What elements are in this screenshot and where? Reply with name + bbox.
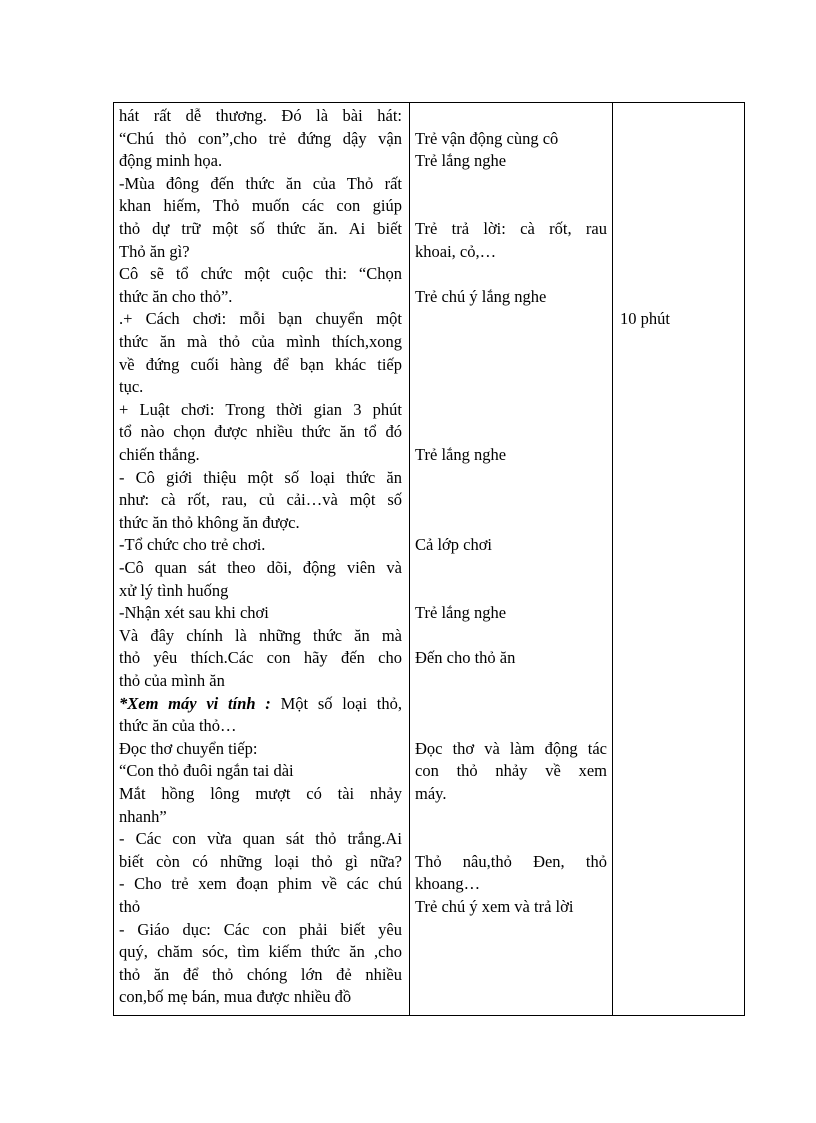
activity-text: về đứng cuối hàng để bạn khác tiếp (119, 354, 402, 374)
column-divider-2 (612, 103, 613, 1015)
activity-text: -Mùa đông đến thức ăn của Thỏ rất (119, 173, 402, 193)
activity-text: Mắt hồng lông mượt có tài nhảy (119, 784, 402, 803)
activity-text: nhanh” (119, 806, 167, 826)
activity-text: thức ăn của thỏ… (119, 716, 237, 736)
activity-text: Và đây chính là những thức ăn mà (119, 625, 402, 645)
activity-text: con,bố mẹ bán, mua được nhiều đồ (119, 987, 352, 1007)
activity-line (119, 150, 402, 173)
activity-line (119, 105, 402, 128)
child-response: Trẻ lắng nghe (415, 151, 507, 171)
child-response: Đọc thơ và làm động tác (415, 738, 607, 758)
activity-text: Đọc thơ chuyển tiếp: (119, 738, 258, 758)
activity-line (119, 218, 402, 241)
activity-line (119, 421, 402, 444)
child-response: con thỏ nhảy về xem (415, 761, 607, 781)
activity-text: + Luật chơi: Trong thời gian 3 phút (119, 399, 402, 419)
activity-text: tổ nào chọn được nhiều thức ăn tổ đó (119, 422, 402, 442)
activity-text: -Nhận xét sau khi chơi (119, 603, 269, 623)
activity-text: thức ăn cho thỏ”. (119, 286, 233, 306)
activity-line (119, 534, 402, 557)
activity-text: - Cô giới thiệu một số loại thức ăn (119, 467, 402, 487)
activity-line (119, 241, 402, 264)
child-response: Trẻ lắng nghe (415, 603, 507, 623)
activity-text: - Giáo dục: Các con phải biết yêu (119, 919, 402, 939)
activity-line (119, 308, 402, 331)
activity-line (119, 195, 402, 218)
activity-text: - Cho trẻ xem đoạn phim về các chú (119, 874, 402, 894)
activity-text: khan hiếm, Thỏ muốn các con giúp (119, 196, 402, 216)
activity-text: .+ Cách chơi: mỗi bạn chuyển một (119, 309, 402, 329)
activity-line (119, 286, 402, 309)
activity-text: thỏ yêu thích.Các con hãy đến cho (119, 648, 402, 668)
section-heading: *Xem máy vi tính : (119, 693, 271, 713)
activity-line (119, 376, 402, 399)
activity-text: -Tổ chức cho trẻ chơi. (119, 535, 266, 555)
activity-line (119, 331, 402, 354)
activity-line (119, 512, 402, 535)
activity-text: thức ăn mà thỏ của mình thích,xong (119, 332, 402, 351)
activity-text: Cô sẽ tổ chức một cuộc thi: “Chọn (119, 264, 402, 284)
activity-line (119, 602, 402, 625)
activity-line (119, 738, 402, 761)
child-response: Trẻ chú ý lắng nghe (415, 286, 547, 306)
activity-line (119, 986, 402, 1009)
activity-line (119, 625, 402, 648)
activity-text: thỏ ăn để thỏ chóng lớn đẻ nhiều (119, 964, 402, 984)
duration-label: 10 phút (620, 309, 670, 329)
activity-line (119, 715, 402, 738)
activity-text: động minh họa. (119, 151, 223, 171)
activity-text: thỏ (119, 897, 141, 916)
activity-line (119, 670, 402, 693)
activity-text: thỏ của mình ăn (119, 671, 225, 690)
activity-line (119, 263, 402, 286)
activity-line (119, 489, 402, 512)
activity-text: xử lý tình huống (119, 580, 229, 600)
child-response: máy. (415, 784, 447, 803)
child-response: Trẻ chú ý xem và trả lời (415, 897, 574, 916)
activity-line (119, 444, 402, 467)
activity-text: như: cà rốt, rau, củ cải…và một số (119, 490, 402, 510)
activity-line (119, 128, 402, 151)
child-response: Trẻ vận động cùng cô (415, 128, 559, 148)
activity-line (119, 693, 402, 716)
child-response: Trẻ lắng nghe (415, 445, 507, 464)
activity-text: - Các con vừa quan sát thỏ trắng.Ai (119, 829, 402, 849)
activity-text: biết còn có những loại thỏ gì nữa? (119, 851, 402, 871)
activity-line (119, 580, 402, 603)
activity-line (119, 806, 402, 829)
activity-line (119, 828, 402, 851)
child-response: Đến cho thỏ ăn (415, 648, 516, 668)
activity-line (119, 760, 402, 783)
activity-text: hát rất dễ thương. Đó là bài hát: (119, 106, 402, 125)
activity-line (119, 964, 402, 987)
activity-line (119, 851, 402, 874)
activity-text: thỏ dự trữ một số thức ăn. Ai biết (119, 219, 402, 238)
activity-line (119, 173, 402, 196)
child-response: Cả lớp chơi (415, 535, 493, 555)
activity-text: quý, chăm sóc, tìm kiếm thức ăn ,cho (119, 942, 402, 962)
lesson-table (113, 102, 745, 1016)
activity-line (119, 919, 402, 942)
activity-line (119, 354, 402, 377)
child-response: Thỏ nâu,thỏ Đen, thỏ (415, 851, 607, 871)
activity-line (119, 783, 402, 806)
activity-line (119, 399, 402, 422)
activity-line (119, 873, 402, 896)
activity-line (119, 941, 402, 964)
child-response: Trẻ trả lời: cà rốt, rau (415, 219, 607, 238)
activity-line (119, 647, 402, 670)
activity-text: -Cô quan sát theo dõi, động viên và (119, 558, 402, 577)
activity-line (119, 557, 402, 580)
activity-text: chiến thắng. (119, 445, 200, 464)
activity-text: tục. (119, 377, 144, 397)
activity-text: “Con thỏ đuôi ngắn tai dài (119, 761, 294, 781)
activity-text: Thỏ ăn gì? (119, 241, 190, 261)
child-response: khoai, cỏ,… (415, 241, 497, 261)
activity-line (119, 896, 402, 919)
column-divider-1 (409, 103, 410, 1015)
activity-text: thức ăn thỏ không ăn được. (119, 512, 300, 532)
activity-text: Một số loại thỏ, (270, 693, 402, 713)
child-response: khoang… (415, 874, 481, 894)
activity-text: “Chú thỏ con”,cho trẻ đứng dậy vận (119, 128, 402, 148)
activity-line (119, 467, 402, 490)
